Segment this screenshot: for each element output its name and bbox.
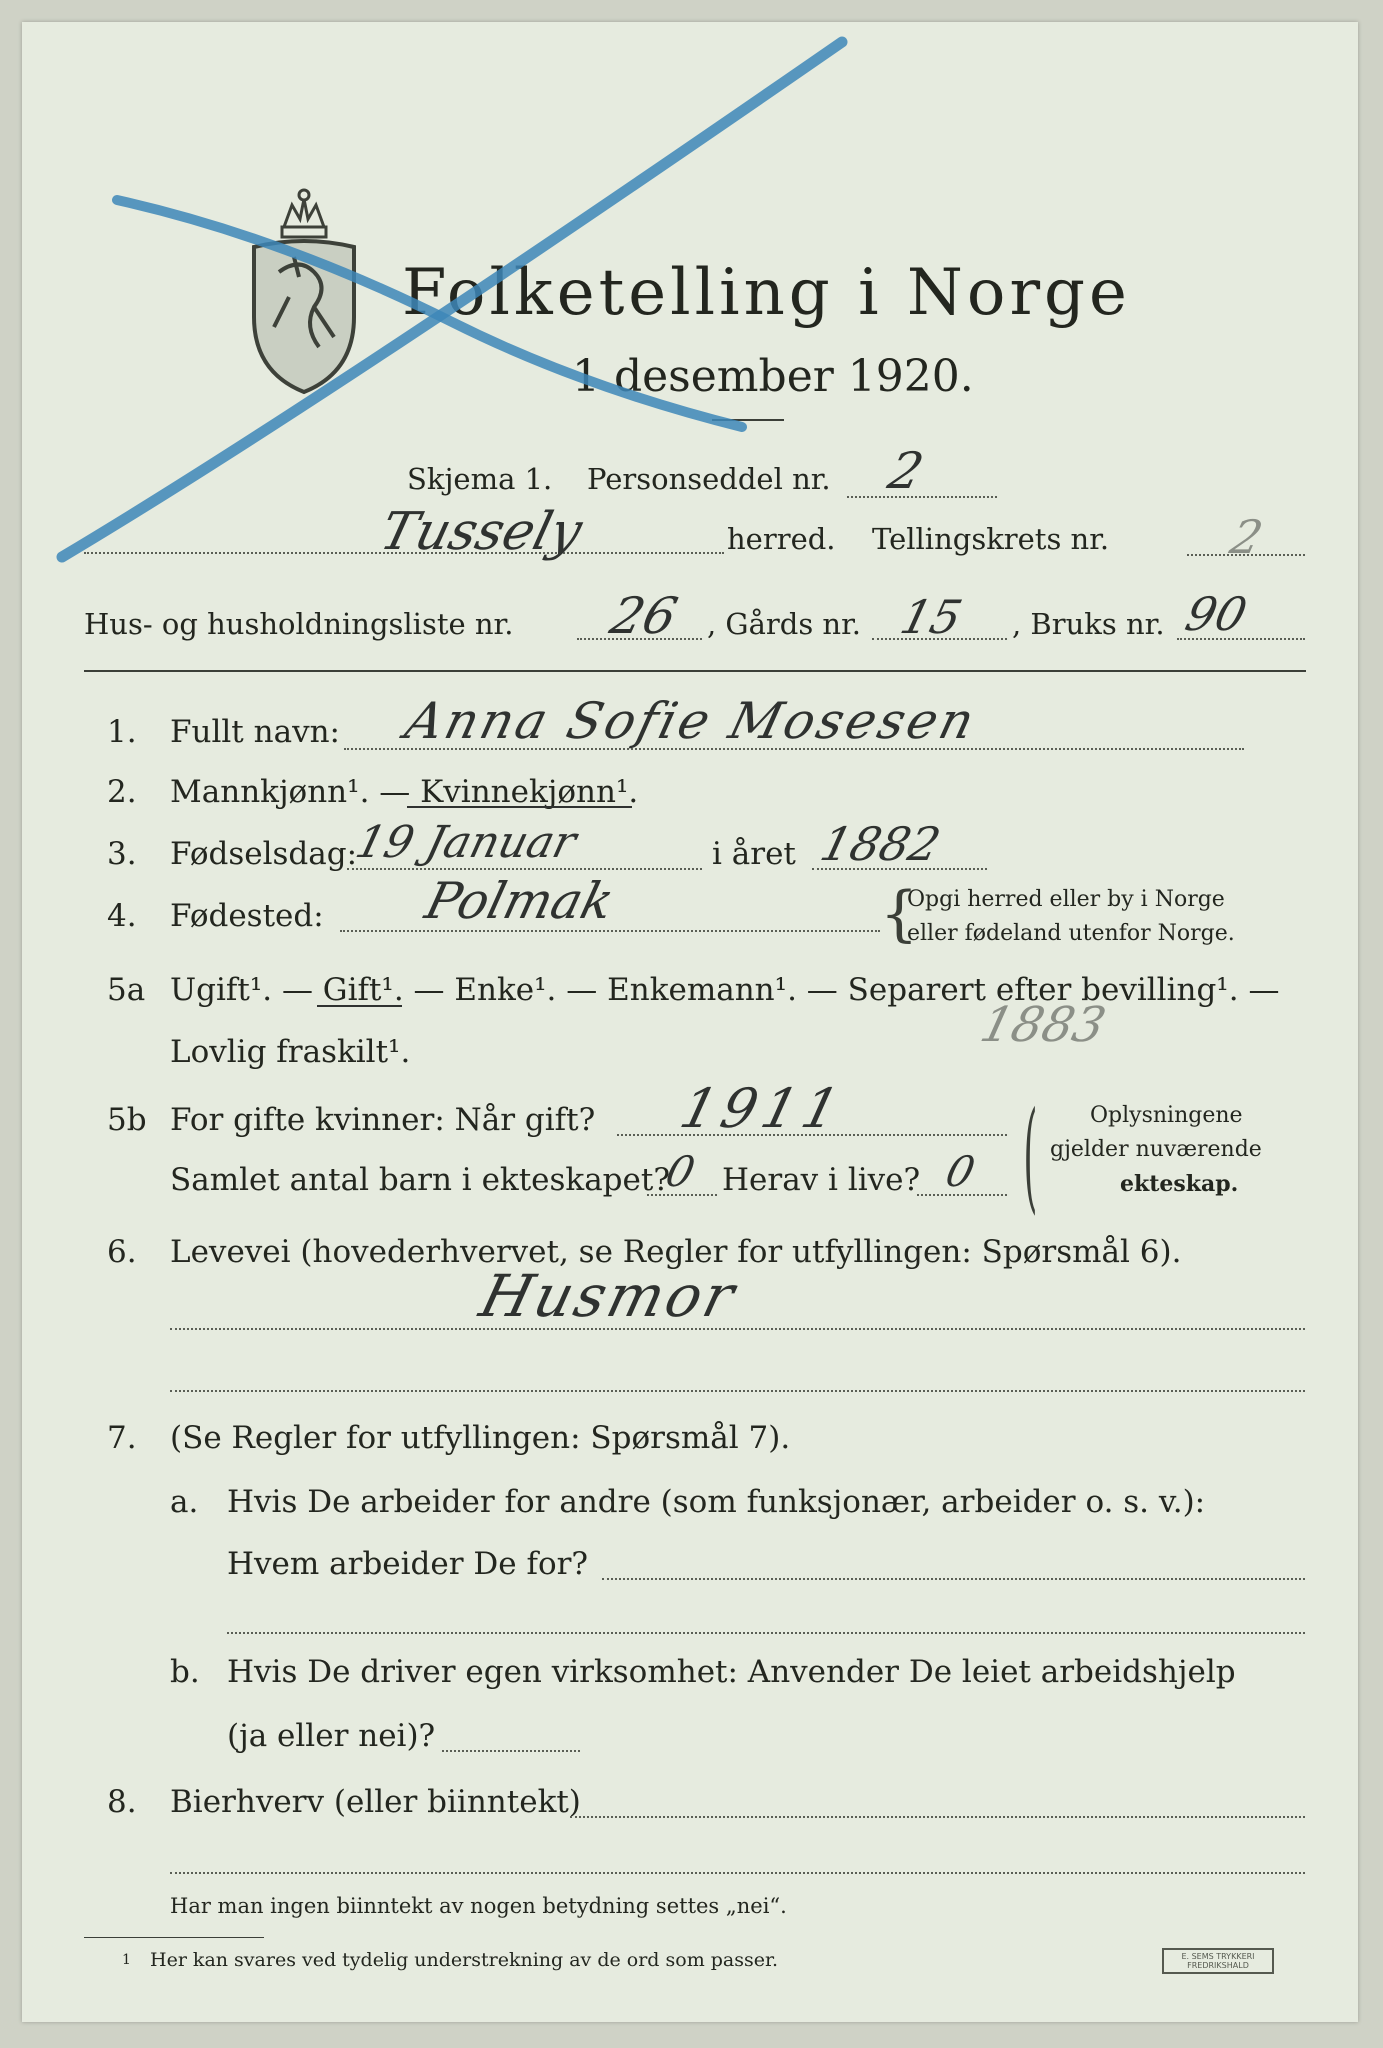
q5a-label: Ugift¹. — Gift¹. — Enke¹. — Enkemann¹. — Separert efter bevilling¹. — [170, 972, 1280, 1008]
husholdningsliste-value: 26 [604, 587, 683, 645]
q8-number: 8. [107, 1784, 137, 1820]
q6-value: Husmor [473, 1262, 744, 1330]
q5a-number: 5a [107, 972, 146, 1008]
q1-number: 1. [107, 714, 137, 750]
q3-year-value: 1882 [815, 817, 946, 871]
q7a-label-line2: Hvem arbeider De for? [227, 1546, 589, 1582]
herred-value: Tussely [374, 502, 588, 562]
bruks-value: 90 [1180, 587, 1253, 641]
q5b-note-line3: ekteskap. [1120, 1171, 1239, 1197]
herred-label: herred. [727, 522, 836, 556]
q4-value: Polmak [419, 872, 620, 930]
q5b-note-line1: Oplysningene [1090, 1103, 1243, 1128]
blue-cross-mark [22, 22, 1358, 2022]
q4-label: Fødested: [170, 898, 324, 934]
q2-number: 2. [107, 774, 137, 810]
personseddel-label: Personseddel nr. [587, 462, 831, 496]
q5a-label-line2: Lovlig fraskilt¹. [170, 1034, 411, 1070]
q5b-gift-value: 1911 [674, 1077, 852, 1140]
form-date: 1 desember 1920. [572, 351, 974, 402]
q5b-barn-label: Samlet antal barn i ekteskapet? [170, 1162, 670, 1198]
q5a-pencil-note: 1883 [975, 997, 1112, 1053]
q3-number: 3. [107, 836, 137, 872]
q5b-note-line2: gjelder nuværende [1050, 1137, 1262, 1162]
q3-year-label: i året [712, 836, 796, 872]
q6-number: 6. [107, 1234, 137, 1270]
q5b-number: 5b [107, 1102, 147, 1138]
q1-label: Fullt navn: [170, 714, 340, 750]
q4-note-brace: { [880, 879, 919, 949]
q4-note-line1: Opgi herred eller by i Norge [907, 887, 1225, 912]
tellingskrets-value: 2 [1225, 510, 1269, 564]
q5b-live-value: 0 [940, 1147, 980, 1196]
q7a-letter: a. [170, 1484, 199, 1520]
tellingskrets-label: Tellingskrets nr. [872, 522, 1110, 556]
gards-value: 15 [895, 590, 968, 644]
printer-stamp-line1: E. SEMS TRYKKERI [1181, 1952, 1255, 1961]
gards-label: , Gårds nr. [707, 607, 861, 641]
q7-label: (Se Regler for utfyllingen: Spørsmål 7). [170, 1420, 791, 1456]
q8-label: Bierhverv (eller biinntekt) [170, 1784, 581, 1820]
q7a-label: Hvis De arbeider for andre (som funksjonær, arbeider o. s. v.): [227, 1484, 1206, 1520]
q5b-note-brace: ( [1023, 1087, 1038, 1226]
q1-value: Anna Sofie Mosesen [399, 692, 983, 750]
q3-date-value: 19 Januar [350, 817, 582, 868]
q4-number: 4. [107, 898, 137, 934]
census-form [22, 22, 1358, 2022]
q2-label: Mannkjønn¹. — Kvinnekjønn¹. [170, 774, 639, 810]
footnote-text: Her kan svares ved tydelig understrekning av de ord som passer. [150, 1949, 779, 1971]
husholdningsliste-label: Hus- og husholdningsliste nr. [84, 607, 514, 641]
form-title: Folketelling i Norge [402, 256, 1131, 330]
q7b-label-line2: (ja eller nei)? [227, 1718, 436, 1754]
q5b-live-label: Herav i live? [722, 1162, 921, 1198]
q5b-barn-value: 0 [660, 1147, 700, 1196]
q5b-label: For gifte kvinner: Når gift? [170, 1102, 596, 1138]
q7b-letter: b. [170, 1654, 200, 1690]
q4-note-line2: eller fødeland utenfor Norge. [907, 921, 1235, 946]
q3-label: Fødselsdag: [170, 836, 358, 872]
q6-label: Levevei (hovederhvervet, se Regler for utfyllingen: Spørsmål 6). [170, 1234, 1182, 1270]
skjema-label: Skjema 1. [407, 462, 553, 496]
footer-note: Har man ingen biinntekt av nogen betydning settes „nei“. [170, 1894, 787, 1918]
footnote-marker: 1 [122, 1952, 131, 1968]
q7-number: 7. [107, 1420, 137, 1456]
personseddel-value: 2 [882, 442, 930, 500]
bruks-label: , Bruks nr. [1012, 607, 1165, 641]
q7b-label: Hvis De driver egen virksomhet: Anvender De leiet arbeidshjelp [227, 1654, 1236, 1690]
printer-stamp-line2: FREDRIKSHALD [1187, 1961, 1249, 1970]
